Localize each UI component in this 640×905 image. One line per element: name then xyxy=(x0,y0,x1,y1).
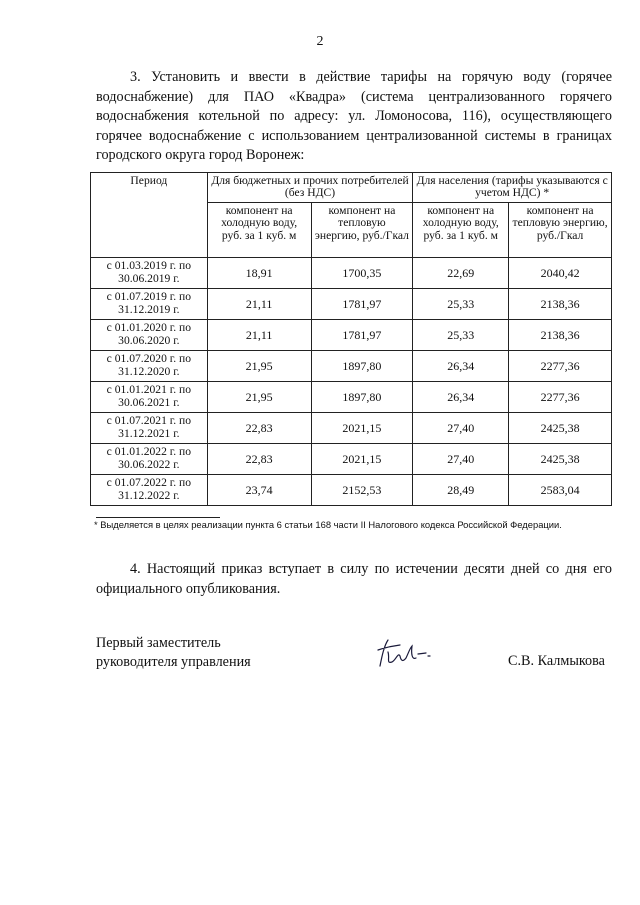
table-row xyxy=(91,382,612,413)
period-end: 31.12.2022 г. xyxy=(118,489,180,502)
table-row xyxy=(91,444,612,475)
value-cell-pop-heat: 2425,38 xyxy=(509,413,612,444)
value-cell-budget-heat: 2021,15 xyxy=(311,444,413,475)
period-cell xyxy=(91,382,208,413)
period-cell xyxy=(91,351,208,382)
table-row xyxy=(91,258,612,289)
value-cell-pop-cold: 26,34 xyxy=(413,351,509,382)
table-row xyxy=(91,320,612,351)
page-number: 2 xyxy=(316,34,324,49)
value-cell-pop-heat: 2138,36 xyxy=(509,320,612,351)
value-cell-pop-cold: 25,33 xyxy=(413,320,509,351)
value-cell-budget-cold: 18,91 xyxy=(207,258,311,289)
value-cell-budget-heat: 1897,80 xyxy=(311,351,413,382)
period-start: с 01.01.2020 г. по xyxy=(106,321,192,335)
value-cell-budget-heat: 1781,97 xyxy=(311,320,413,351)
value-cell-budget-cold: 21,11 xyxy=(207,289,311,320)
period-start: с 01.01.2021 г. по xyxy=(106,383,192,397)
value-cell-pop-heat: 2425,38 xyxy=(509,444,612,475)
header-population-cold: компонент на холодную воду, руб. за 1 куб. м xyxy=(413,203,509,258)
signer-title-line2: руководителя управления xyxy=(96,654,251,670)
table-row xyxy=(91,351,612,382)
period-cell xyxy=(91,289,208,320)
period-end: 31.12.2021 г. xyxy=(118,427,180,440)
paragraph-4: 4. Настоящий приказ вступает в силу по истечении десяти дней со дня его официального опубликования. xyxy=(96,561,612,597)
period-end: 30.06.2021 г. xyxy=(118,396,180,409)
period-start: с 01.07.2021 г. по xyxy=(106,414,192,428)
value-cell-pop-heat: 2138,36 xyxy=(509,289,612,320)
value-cell-budget-heat: 2021,15 xyxy=(311,413,413,444)
period-end: 30.06.2020 г. xyxy=(118,334,180,347)
signer-title-line1: Первый заместитель xyxy=(96,635,221,651)
value-cell-pop-cold: 27,40 xyxy=(413,413,509,444)
period-cell xyxy=(91,444,208,475)
period-end: 31.12.2020 г. xyxy=(118,365,180,378)
value-cell-budget-heat: 1897,80 xyxy=(311,382,413,413)
value-cell-budget-heat: 1781,97 xyxy=(311,289,413,320)
value-cell-pop-cold: 25,33 xyxy=(413,289,509,320)
period-end: 30.06.2022 г. xyxy=(118,458,180,471)
period-start: с 01.07.2020 г. по xyxy=(106,352,192,366)
signer-name: С.В. Калмыкова xyxy=(508,653,605,669)
period-start: с 01.03.2019 г. по xyxy=(106,259,192,273)
period-start: с 01.01.2022 г. по xyxy=(106,445,192,459)
footnote: * Выделяется в целях реализации пункта 6 статьи 168 части II Налогового кодекса Российской Федерации. xyxy=(94,519,562,530)
period-start: с 01.07.2019 г. по xyxy=(106,290,192,304)
value-cell-budget-cold: 21,11 xyxy=(207,320,311,351)
footnote-separator xyxy=(96,517,220,518)
header-budget-cold: компонент на холодную воду, руб. за 1 куб. м xyxy=(207,203,311,258)
header-budget-group: Для бюджетных и прочих потребителей (без НДС) xyxy=(207,173,413,203)
value-cell-pop-cold: 27,40 xyxy=(413,444,509,475)
value-cell-pop-heat: 2277,36 xyxy=(509,382,612,413)
value-cell-budget-heat: 1700,35 xyxy=(311,258,413,289)
period-end: 30.06.2019 г. xyxy=(118,272,180,285)
value-cell-budget-cold: 22,83 xyxy=(207,413,311,444)
period-cell xyxy=(91,320,208,351)
period-end: 31.12.2019 г. xyxy=(118,303,180,316)
value-cell-budget-heat: 2152,53 xyxy=(311,475,413,506)
table-row xyxy=(91,475,612,506)
table-row xyxy=(91,413,612,444)
period-start: с 01.07.2022 г. по xyxy=(106,476,192,490)
value-cell-budget-cold: 21,95 xyxy=(207,351,311,382)
value-cell-pop-heat: 2583,04 xyxy=(509,475,612,506)
value-cell-pop-cold: 26,34 xyxy=(413,382,509,413)
table-row xyxy=(91,289,612,320)
value-cell-pop-heat: 2277,36 xyxy=(509,351,612,382)
header-population-group: Для населения (тарифы указываются с учетом НДС) * xyxy=(413,173,612,203)
period-cell xyxy=(91,475,208,506)
signer-title xyxy=(96,634,251,672)
header-budget-heat: компонент на тепловую энергию, руб./Гкал xyxy=(311,203,413,258)
period-cell xyxy=(91,413,208,444)
period-cell xyxy=(91,258,208,289)
handwritten-signature xyxy=(370,636,440,670)
value-cell-budget-cold: 22,83 xyxy=(207,444,311,475)
paragraph-3: 3. Установить и ввести в действие тарифы на горячую воду (горячее водоснабжение) для ПАО «Квадра» (система централизованного горячего водоснабжения котельной по адресу: ул. Ломоносова, 116), осуществляющего горячее водоснабжение с использованием централизованной системы в границах городского округа город Воронеж: xyxy=(96,69,612,163)
header-period: Период xyxy=(91,173,208,258)
value-cell-pop-cold: 22,69 xyxy=(413,258,509,289)
value-cell-budget-cold: 21,95 xyxy=(207,382,311,413)
tariff-table xyxy=(90,172,612,506)
value-cell-pop-heat: 2040,42 xyxy=(509,258,612,289)
value-cell-pop-cold: 28,49 xyxy=(413,475,509,506)
value-cell-budget-cold: 23,74 xyxy=(207,475,311,506)
header-population-heat: компонент на тепловую энергию, руб./Гкал xyxy=(509,203,612,258)
